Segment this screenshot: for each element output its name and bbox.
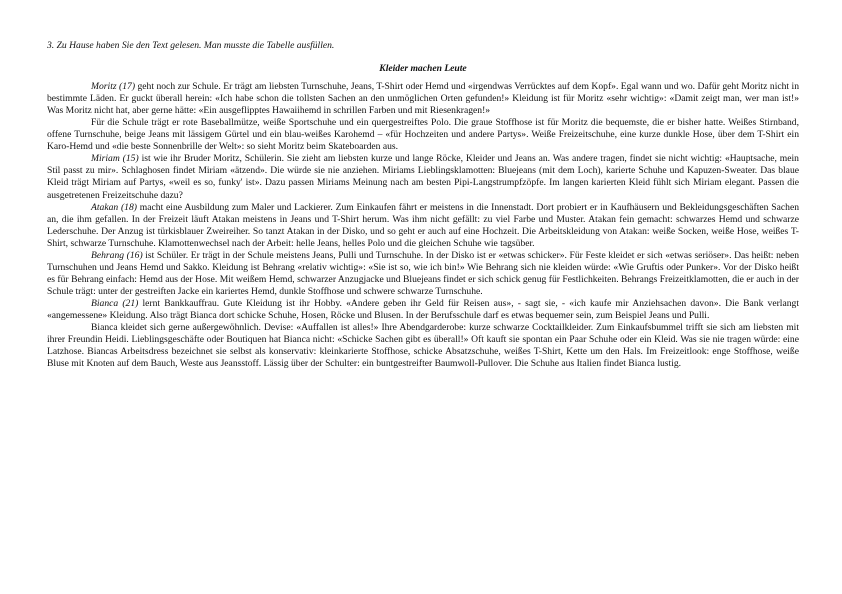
text-title: Kleider machen Leute <box>379 63 467 75</box>
paragraph-bianca <box>47 298 799 322</box>
person-name: Bianca (21) <box>91 297 139 309</box>
paragraph-moritz-outfits <box>47 117 799 153</box>
task-instruction: 3. Zu Hause haben Sie den Text gelesen. Man musste die Tabelle ausfüllen. <box>47 40 335 51</box>
paragraph-text: lernt Bankkauffrau. Gute Kleidung ist ihr Hobby. «Andere geben ihr Geld für Reisen aus», - sagt sie, - «ich kaufe mir Anziehsachen davon». Die Bank verlangt «angemessene» Kleidung. Also trägt Bianca dort schicke Schuhe, Hosen, Röcke und Blusen. In der Berufsschule darf es etwas bequemer sein, zum Beispiel Jeans und Pulli. <box>47 297 799 321</box>
paragraph-behrang <box>47 250 799 298</box>
person-name: Miriam (15) <box>91 153 139 165</box>
person-name: Atakan (18) <box>91 201 137 213</box>
paragraph-atakan <box>47 202 799 250</box>
paragraph-text: geht noch zur Schule. Er trägt am liebsten Turnschuhe, Jeans, T-Shirt oder Hemd und «irgendwas Verrücktes auf dem Kopf». Egal wann und wo. Dafür geht Moritz nicht in bestimmte Läden. Er guckt überall herein: «Ich habe schon die tollsten Sachen an den unmöglichen Orten gefunden!» Kleidung ist für Moritz «sehr wichtig»: «Damit zeigt man, wer man ist!» Was Moritz nicht hat, aber gerne hätte: «Ein ausgeflipptes Hawaiihemd in schrillen Farben und mit Riesenkragen!» <box>47 81 799 117</box>
paragraph-text: ist Schüler. Er trägt in der Schule meistens Jeans, Pulli und Turnschuhe. In der Disko ist er «etwas schicker». Für Feste kleidet er sich «etwas seriöser». Das heißt: neben Turnschuhen und Jeans Hemd und Sakko. Kleidung ist Behrang «relativ wichtig»: «Sie ist so, wie ich bin!» Wie Behrang sich nie kleiden würde: «Wie Gruftis oder Punker». Vor der Disko heißt es für Behrang einfach: Hemd aus der Hose. Mit weißem Hemd, schwarzer Anzugjacke und Bluejeans findet er sich schick genug für Festlichkeiten. Behrangs Freizeitklamotten, die er auch in der Schule trägt: unter der gestreiften Jacke ein kariertes Hemd, dunkle Stoffhose und schwere schwarze Turnschuhe. <box>47 249 799 297</box>
person-name: Moritz (17) <box>91 81 136 93</box>
paragraph-miriam <box>47 153 799 201</box>
paragraph-text: Für die Schule trägt er rote Baseballmütze, weiße Sportschuhe und ein quergestreiftes Polo. Die graue Stoffhose ist für Moritz die bequemste, die er bisher hatte. Weißes Stirnband, offene Turnschuhe, beige Jeans mit lässigem Gürtel und ein blau-weißes Karohemd – «für Hochzeiten und andere Partys». Weiße Freizeitschuhe, eine kurze dunkle Hose, über dem T-Shirt ein Karo-Hemd und «die beste Sonnenbrille der Welt»: so sieht Moritz beim Skateboarden aus. <box>47 117 799 153</box>
paragraph-text: ist wie ihr Bruder Moritz, Schülerin. Sie zieht am liebsten kurze und lange Röcke, Kleider und Jeans an. Was andere tragen, findet sie nicht wichtig: «Hauptsache, mein Stil passt zu mir». Schlaghosen findet Miriam «ätzend». Die würde sie nie anziehen. Miriams Lieblingsklamotten: Bluejeans (mit dem Loch), karierte Schuhe und Kapuzen-Sweater. Das blaue Kleid trägt Miriam auf Partys, «weil es so, funky' ist». Dazu passen Miriams Meinung nach am besten Pipi-Langstrumpfzöpfe. Im langen karierten Kleid fühlt sich Miriam elegant. Passen die ausgetretenen Freizeitschuhe dazu? <box>47 153 799 201</box>
paragraph-text: macht eine Ausbildung zum Maler und Lackierer. Zum Einkaufen fährt er meistens in die Innenstadt. Dort probiert er in Kaufhäusern und Bekleidungsgeschäften Sachen an, die ihm gefallen. In der Freizeit läuft Atakan meistens in Jeans und T-Shirt herum. Was ihm nicht gefällt: zu viel Farbe und Muster. Atakan fein gemacht: schwarzes Hemd und schwarze Lederschuhe. Der Anzug ist türkisblauer Zweireiher. So tanzt Atakan in der Disko, und so geht er auch auf eine Hochzeit. Die Arbeitskleidung von Atakan: weiße Socken, weiße Hose, weißes T-Shirt, schwarze Turnschuhe. Klamottenwechsel nach der Arbeit: helle Jeans, helles Polo und die gleichen Schuhe wie tagsüber. <box>47 201 799 249</box>
paragraph-bianca-style <box>47 322 799 370</box>
document-page <box>47 40 799 370</box>
paragraph-text: Bianca kleidet sich gerne außergewöhnlich. Devise: «Auffallen ist alles!» Ihre Abendgarderobe: kurze schwarze Cocktailkleider. Zum Einkaufsbummel trifft sie sich am liebsten mit ihrer Freundin Heidi. Lieblingsgeschäfte oder Boutiquen hat Bianca nicht: «Schicke Sachen gibt es überall!» Oft kauft sie spontan ein Paar Schuhe oder ein Kleid. Was sie nie tragen würde: eine Latzhose. Biancas Arbeitsdress bezeichnet sie selbst als konservativ: kleinkarierte Stoffhose, schicke Absatzschuhe, weißes T-Shirt, Kette um den Hals. Im Freizeitlook: enge Stoffhose, weiße Bluse mit Knoten auf dem Bauch, Weste aus Jeansstoff. Lässig über der Schulter: ein buntgestreifter Baumwoll-Pullover. Die Schuhe aus Italien findet Bianca lustig. <box>47 322 799 370</box>
paragraph-moritz <box>47 81 799 117</box>
person-name: Behrang (16) <box>91 249 143 261</box>
